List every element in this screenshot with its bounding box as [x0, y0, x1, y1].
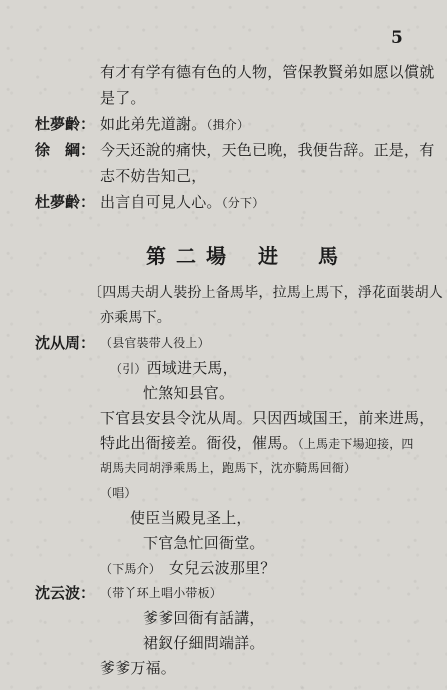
- stage-direction: （县官裝带人役上）: [100, 336, 210, 350]
- text-line: 是了。: [100, 89, 146, 107]
- speaker-name: 杜夢齡：: [35, 193, 96, 211]
- verse-line: 爹爹回衙有話講，: [143, 609, 265, 627]
- dialogue-line: 今天还說的痛快，天色已晚，我便告辞。正是，有: [100, 141, 435, 159]
- dialogue-line: [100, 558, 275, 579]
- dialogue-line: [100, 433, 414, 454]
- dialogue-text: 特此出衙接差。衙役，催馬。: [100, 434, 298, 452]
- speaker-name: 沈从周：: [35, 334, 96, 352]
- verse-line: 裙釵仔細問端詳。: [143, 634, 265, 652]
- dialogue-text: 出言自可見人心。: [100, 193, 222, 211]
- verse-line: 使臣当殿見圣上，: [130, 509, 252, 527]
- verse-text: 西域进天馬，: [146, 359, 238, 377]
- stage-direction: 〔四馬夫胡人裝扮上备馬毕，拉馬上馬下，淨花面裝胡人: [88, 285, 443, 301]
- stage-direction: 亦乘馬下。: [100, 310, 171, 326]
- stage-direction: 胡馬夫同胡淨乘馬上，跑馬下，沈亦騎馬回衙）: [100, 461, 357, 475]
- scene-title: [146, 240, 348, 269]
- page-number: 5: [391, 28, 403, 48]
- sing-mark: （唱）: [100, 486, 137, 500]
- stage-direction: （分下）: [221, 196, 265, 210]
- dialogue-line: 志不妨告知己，: [100, 167, 207, 185]
- dialogue-text: 女兒云波那里？: [169, 559, 276, 577]
- stage-direction: （下馬介）: [100, 562, 162, 576]
- text-line: 有才有学有德有色的人物，管保教賢弟如愿以償就: [100, 63, 435, 81]
- dialogue-line: 下官县安县令沈从周。只因西域国王，前来进馬，: [100, 409, 435, 427]
- dialogue-text: 如此弟先道謝。: [100, 115, 207, 133]
- stage-direction: （带丫环上唱小带板）: [100, 586, 223, 600]
- verse-line: 下官急忙回衙堂。: [143, 534, 265, 552]
- dialogue-line: 爹爹万福。: [100, 659, 177, 677]
- speaker-name: 杜夢齡：: [35, 115, 96, 133]
- yin-mark: （引）: [110, 362, 147, 376]
- speaker-name: 沈云波：: [35, 584, 96, 602]
- scene-name: 进 馬: [258, 244, 348, 268]
- verse-line: 忙煞知县官。: [143, 384, 235, 402]
- dialogue-line: [100, 114, 249, 135]
- stage-direction: （上馬走下場迎接，四: [297, 437, 414, 451]
- speaker-name: 徐 綱：: [35, 141, 96, 159]
- stage-direction: （揖介）: [206, 118, 250, 132]
- verse-line: [110, 358, 238, 379]
- scene-number: 第二場: [146, 244, 236, 268]
- dialogue-line: [100, 192, 264, 213]
